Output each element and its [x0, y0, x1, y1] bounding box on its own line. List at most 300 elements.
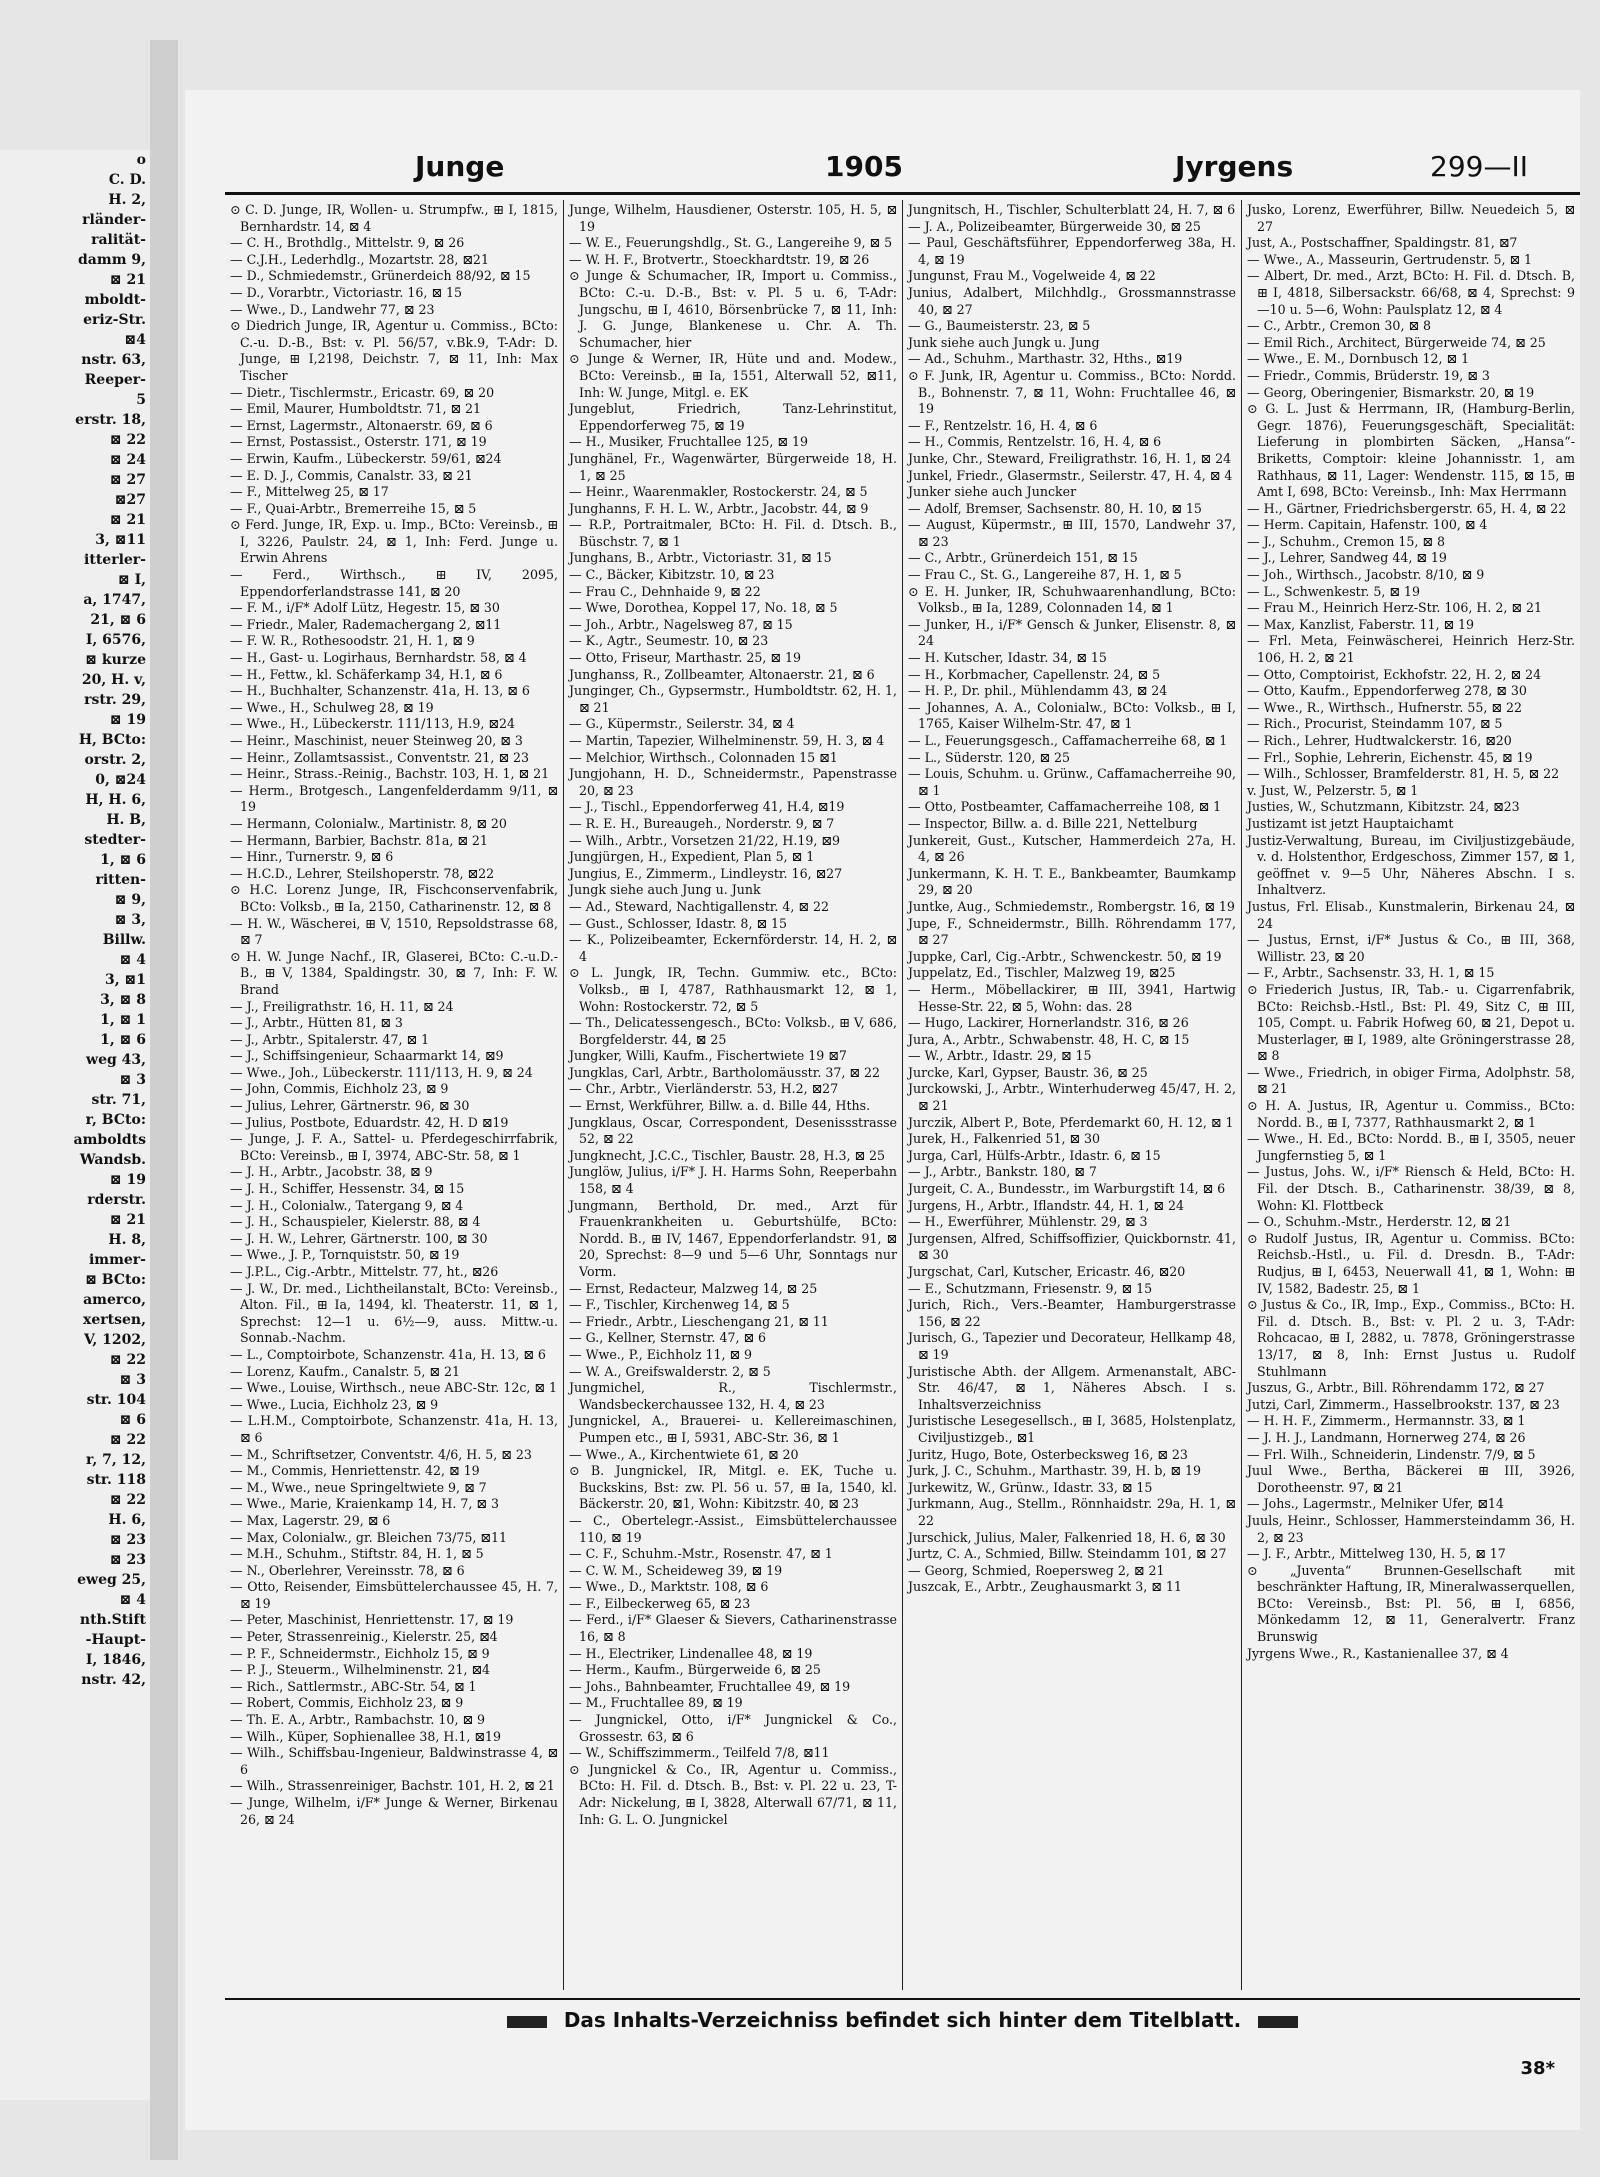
directory-entry: — Justus, Johs. W., i/F* Riensch & Held, BCto: H. Fil. der Dtsch. B., Catharinenstr. 38/39, ⊠ 8, Wohn: Kl. Flottbeck: [1247, 1164, 1575, 1213]
directory-entry: — L., Comptoirbote, Schanzenstr. 41a, H. 13, ⊠ 6: [230, 1346, 546, 1362]
directory-entry: — K., Agtr., Seumestr. 10, ⊠ 23: [569, 633, 769, 649]
directory-entry: — Heinr., Waarenmakler, Rostockerstr. 24, ⊠ 5: [569, 484, 868, 500]
left-page-text-fragment: I, 1846,: [85, 1652, 146, 1668]
directory-entry: — Melchior, Wirthsch., Colonnaden 15 ⊠1: [569, 749, 838, 765]
directory-entry: Juristische Abth. der Allgem. Armenanstalt, ABC-Str. 46/47, ⊠ 1, Näheres Absch. I s. Inhaltsverzeichniss: [908, 1363, 1236, 1412]
directory-entry: — Max, Kanzlist, Faberstr. 11, ⊠ 19: [1247, 616, 1475, 632]
left-page-text-fragment: Wandsb.: [79, 1152, 146, 1168]
directory-entry: — L., Schwenkestr. 5, ⊠ 19: [1247, 583, 1420, 599]
directory-entry: — Herm., Brotgesch., Langenfelderdamm 9/11, ⊠ 19: [230, 782, 558, 815]
directory-entry: Jungknecht, J.C.C., Tischler, Baustr. 28, H.3, ⊠ 25: [569, 1147, 886, 1163]
directory-entry: Jurcke, Karl, Gypser, Baustr. 36, ⊠ 25: [908, 1064, 1148, 1080]
directory-entry: Justizamt ist jetzt Hauptaichamt: [1247, 815, 1454, 831]
left-page-text-fragment: ⊠ 23: [109, 1552, 146, 1568]
directory-entry: — F., Arbtr., Sachsenstr. 33, H. 1, ⊠ 15: [1247, 965, 1495, 981]
left-page-text-fragment: ⊠ BCto:: [85, 1272, 146, 1288]
left-page-text-fragment: ⊠ 27: [109, 472, 146, 488]
directory-entry: — F., Rentzelstr. 16, H. 4, ⊠ 6: [908, 417, 1098, 433]
left-page-text-fragment: nstr. 63,: [81, 352, 146, 368]
directory-entry: — J. H., Colonialw., Tatergang 9, ⊠ 4: [230, 1197, 464, 1213]
directory-entry: — Otto, Kaufm., Eppendorferweg 278, ⊠ 30: [1247, 683, 1527, 699]
header-year: 1905: [825, 150, 903, 183]
left-page-text-fragment: ⊠ 22: [109, 1352, 146, 1368]
left-page-text-fragment: rstr. 29,: [84, 692, 146, 708]
directory-entry: — G., Baumeisterstr. 23, ⊠ 5: [908, 318, 1091, 334]
directory-entry: — Lorenz, Kaufm., Canalstr. 5, ⊠ 21: [230, 1363, 460, 1379]
directory-entry: — F. W. R., Rothesoodstr. 21, H. 1, ⊠ 9: [230, 633, 475, 649]
directory-entry: — Herm. Capitain, Hafenstr. 100, ⊠ 4: [1247, 517, 1488, 533]
footer-note-row: [225, 2008, 1580, 2032]
column-2: [564, 200, 903, 1990]
left-page-text-fragment: Billw.: [102, 932, 146, 948]
directory-entry: — J., Arbtr., Hütten 81, ⊠ 3: [230, 1015, 403, 1031]
directory-entry: v. Just, W., Pelzerstr. 5, ⊠ 1: [1247, 782, 1419, 798]
directory-entry: — Georg, Oberingenier, Bismarkstr. 20, ⊠ 19: [1247, 384, 1535, 400]
directory-entry: — H., Electriker, Lindenallee 48, ⊠ 19: [569, 1645, 813, 1661]
left-page-text-fragment: 1, ⊠ 1: [100, 1012, 146, 1028]
directory-entry: — Peter, Strassenreinig., Kielerstr. 25, ⊠4: [230, 1629, 498, 1645]
directory-entry: ⊙ Junge & Werner, IR, Hüte und and. Modew., BCto: Vereinsb., ⊞ Ia, 1551, Alterwall 52, ⊠11, Inh: W. Junge, Mitgl. e. EK: [569, 351, 897, 400]
directory-entry: Jungnitsch, H., Tischler, Schulterblatt 24, H. 7, ⊠ 6: [908, 202, 1236, 217]
left-page-text-fragment: r, BCto:: [85, 1112, 146, 1128]
directory-entry: — Herm., Kaufm., Bürgerweide 6, ⊠ 25: [569, 1662, 821, 1678]
left-page-text-fragment: amerco,: [83, 1292, 146, 1308]
directory-entry: — Ferd., i/F* Glaeser & Sievers, Catharinenstrasse 16, ⊠ 8: [569, 1612, 897, 1645]
directory-entry: Jurgensen, Alfred, Schiffsoffizier, Quickbornstr. 41, ⊠ 30: [908, 1230, 1236, 1263]
directory-entry: Jurckowski, J., Arbtr., Winterhuderweg 45/47, H. 2, ⊠ 21: [908, 1081, 1236, 1114]
directory-entry: — M., Fruchtallee 89, ⊠ 19: [569, 1695, 743, 1711]
directory-entry: — Wwe., P., Eichholz 11, ⊠ 9: [569, 1346, 753, 1362]
directory-entry: — C. H., Brothdlg., Mittelstr. 9, ⊠ 26: [230, 235, 465, 251]
directory-entry: ⊙ Rudolf Justus, IR, Agentur u. Commiss. BCto: Reichsb.-Hstl., u. Fil. d. Dresdn. B., T-Adr: Rudjus, ⊞ I, 6453, Neuerwall 41, ⊠ 1, Wohn: ⊞ IV, 1582, Badestr. 25, ⊠ 1: [1247, 1230, 1575, 1296]
directory-entry: Jusko, Lorenz, Ewerführer, Billw. Neuedeich 5, ⊠ 27: [1247, 202, 1575, 234]
directory-entry: — Joh., Arbtr., Nagelsweg 87, ⊠ 15: [569, 616, 793, 632]
left-page-text-fragment: damm 9,: [78, 252, 146, 268]
directory-entry: — J.P.L., Cig.-Arbtr., Mittelstr. 77, ht., ⊠26: [230, 1264, 499, 1279]
directory-entry: Juszus, G., Arbtr., Bill. Röhrendamm 172, ⊠ 27: [1247, 1380, 1545, 1396]
directory-entry: Juritz, Hugo, Bote, Osterbecksweg 16, ⊠ 23: [908, 1446, 1188, 1462]
directory-entry: Jungeblut, Friedrich, Tanz-Lehrinstitut, Eppendorferweg 75, ⊠ 19: [569, 401, 897, 433]
left-page-text-fragment: H. 2,: [108, 192, 146, 208]
left-page-text-fragment: ⊠ kurze: [85, 652, 146, 668]
directory-entry: Juuls, Heinr., Schlosser, Hammersteindamm 36, H. 2, ⊠ 23: [1247, 1512, 1575, 1545]
directory-entry: — C. F., Schuhm.-Mstr., Rosenstr. 47, ⊠ 1: [569, 1546, 833, 1562]
directory-entry: — R. E. H., Bureaugeh., Norderstr. 9, ⊠ 7: [569, 815, 835, 831]
column-4: [1242, 200, 1580, 1990]
directory-entry: ⊙ F. Junk, IR, Agentur u. Commiss., BCto: Nordd. B., Bohnenstr. 7, ⊠ 11, Wohn: Fruchtallee 46, ⊠ 19: [908, 367, 1236, 417]
directory-entry: — O., Schuhm.-Mstr., Herderstr. 12, ⊠ 21: [1247, 1214, 1512, 1230]
directory-entry: ⊙ Jungnickel & Co., IR, Agentur u. Commiss., BCto: H. Fil. d. Dtsch. B., Bst: v. Pl. 22 u. 23, T-Adr: Nickelung, ⊞ I, 3828, Alterwall 67/71, ⊠ 11, Inh: G. L. O. Jungnickel: [569, 1761, 897, 1827]
directory-entry: Jurtz, C. A., Schmied, Billw. Steindamm 101, ⊠ 27: [908, 1546, 1227, 1562]
directory-entry: — Th. E. A., Arbtr., Rambachstr. 10, ⊠ 9: [230, 1712, 486, 1728]
directory-entry: Junglöw, Julius, i/F* J. H. Harms Sohn, Reeperbahn 158, ⊠ 4: [569, 1164, 897, 1197]
directory-entry: ⊙ Justus & Co., IR, Imp., Exp., Commiss., BCto: H. Fil. d. Dtsch. B., Bst: v. Pl. 2 u. 3, T-Adr: Rohcacao, ⊞ I, 2882, u. 7878, Gröningerstrasse 13/17, ⊠ 8, Inh: Ernst Justus u. Rudolf Stuhlmann: [1247, 1297, 1575, 1379]
pointing-hand-icon: [507, 2016, 547, 2028]
directory-entry: — Hermann, Barbier, Bachstr. 81a, ⊠ 21: [230, 832, 488, 848]
directory-entry: ⊙ E. H. Junker, IR, Schuhwaarenhandlung, BCto: Volksb., ⊞ Ia, 1289, Colonnaden 14, ⊠ 1: [908, 583, 1236, 616]
left-page-text-fragment: 5: [136, 392, 146, 408]
directory-entry: — Wilh., Strassenreiniger, Bachstr. 101, H. 2, ⊠ 21: [230, 1778, 555, 1794]
left-page-text-fragment: ⊠ 22: [109, 1432, 146, 1448]
left-page-text-fragment: nstr. 42,: [81, 1672, 146, 1688]
directory-entry: ⊙ H.C. Lorenz Junge, IR, Fischconservenfabrik, BCto: Volksb., ⊞ Ia, 2150, Catharinenstr. 12, ⊠ 8: [230, 882, 558, 914]
directory-entry: — Wilh., Arbtr., Vorsetzen 21/22, H.19, ⊠9: [569, 832, 840, 848]
directory-entry: — Robert, Commis, Eichholz 23, ⊠ 9: [230, 1695, 464, 1711]
directory-entry: — Frl., Sophie, Lehrerin, Eichenstr. 45, ⊠ 19: [1247, 749, 1533, 765]
directory-entry: — Otto, Postbeamter, Caffamacherreihe 108, ⊠ 1: [908, 799, 1222, 815]
directory-entry: — Wwe., Friedrich, in obiger Firma, Adolphstr. 58, ⊠ 21: [1247, 1064, 1575, 1097]
directory-entry: ⊙ Junge & Schumacher, IR, Import u. Commiss., BCto: C.-u. D.-B., Bst: v. Pl. 5 u. 6, T-Adr: Jungschu, ⊞ I, 4610, Börsenbrücke 7, ⊠ 11, Inh: J. G. Junge, Blankenese u. Chr. A. Th. Schumacher, hier: [569, 268, 897, 350]
directory-entry: — M.H., Schuhm., Stiftstr. 84, H. 1, ⊠ 5: [230, 1546, 484, 1562]
directory-entry: — R.P., Portraitmaler, BCto: H. Fil. d. Dtsch. B., Büschstr. 7, ⊠ 1: [569, 517, 897, 549]
directory-entry: Jura, A., Arbtr., Schwabenstr. 48, H. C, ⊠ 15: [908, 1031, 1190, 1047]
directory-entry: Jungker, Willi, Kaufm., Fischertwiete 19 ⊠7: [569, 1048, 847, 1064]
directory-entry: — E. D. J., Commis, Canalstr. 33, ⊠ 21: [230, 467, 473, 483]
left-page-text-fragment: rderstr.: [87, 1192, 146, 1208]
directory-entry: — Chr., Arbtr., Vierländerstr. 53, H.2, ⊠27: [569, 1081, 839, 1097]
left-page-text-fragment: str. 104: [86, 1392, 146, 1408]
left-page-text-fragment: stedter-: [84, 832, 146, 848]
directory-entry: — Ernst, Postassist., Osterstr. 171, ⊠ 19: [230, 434, 487, 450]
directory-entry: — Julius, Lehrer, Gärtnerstr. 96, ⊠ 30: [230, 1098, 470, 1114]
left-page-text-fragment: rländer-: [82, 212, 146, 228]
directory-entry: — W. A., Greifswalderstr. 2, ⊠ 5: [569, 1363, 771, 1379]
directory-entry: ⊙ G. L. Just & Herrmann, IR, (Hamburg-Berlin, Gegr. 1876), Feuerungsgeschäft, Specialität: Lieferung in plombirten Säcken, „Hansa“-Briketts, Comptoir: kleine Johannisstr. 1, am Rathhaus, ⊠ 11, Lager: Wendenstr. 115, ⊠ 15, ⊞ Amt I, 698, BCto: Vereinsb., Inh: Max Herrmann: [1247, 401, 1575, 500]
directory-entry: — Inspector, Billw. a. d. Bille 221, Nettelburg: [908, 815, 1198, 831]
directory-entry: — H., Musiker, Fruchtallee 125, ⊠ 19: [569, 434, 809, 450]
left-page-text-fragment: erstr. 18,: [75, 412, 146, 428]
directory-entry: — J., Arbtr., Spitalerstr. 47, ⊠ 1: [230, 1031, 430, 1047]
directory-entry: Jurkewitz, W., Grünw., Idastr. 33, ⊠ 15: [908, 1479, 1153, 1495]
left-page-text-fragment: immer-: [88, 1252, 146, 1268]
directory-entry: — W., Arbtr., Idastr. 29, ⊠ 15: [908, 1048, 1092, 1064]
directory-entry: Jurgschat, Carl, Kutscher, Ericastr. 46, ⊠20: [908, 1264, 1186, 1279]
directory-entry: Jungmichel, R., Tischlermstr., Wandsbeckerchaussee 132, H. 4, ⊠ 23: [569, 1380, 897, 1412]
left-page-text-fragment: ⊠ 4: [119, 1592, 146, 1608]
directory-entry: Jurga, Carl, Hülfs-Arbtr., Idastr. 6, ⊠ 15: [908, 1147, 1161, 1163]
column-1: [225, 200, 564, 1990]
directory-entry: — C., Arbtr., Grünerdeich 151, ⊠ 15: [908, 550, 1138, 566]
footer-note: Das Inhalts-Verzeichniss befindet sich hinter dem Titelblatt.: [563, 2008, 1242, 2032]
directory-entry: — Jungnickel, Otto, i/F* Jungnickel & Co., Grossestr. 63, ⊠ 6: [569, 1712, 897, 1744]
directory-entry: — L.H.M., Comptoirbote, Schanzenstr. 41a, H. 13, ⊠ 6: [230, 1413, 558, 1445]
directory-entry: — August, Küpermstr., ⊞ III, 1570, Landwehr 37, ⊠ 23: [908, 517, 1236, 549]
directory-entry: Junginger, Ch., Gypsermstr., Humboldtstr. 62, H. 1, ⊠ 21: [569, 683, 897, 715]
directory-entry: — Wilh., Schlosser, Bramfelderstr. 81, H. 5, ⊠ 22: [1247, 766, 1560, 782]
directory-entry: Jungunst, Frau M., Vogelweide 4, ⊠ 22: [908, 268, 1156, 284]
left-page-text-fragment: H. 8,: [108, 1232, 146, 1248]
directory-entry: — Max, Colonialw., gr. Bleichen 73/75, ⊠11: [230, 1529, 507, 1545]
directory-entry: — Wwe., Louise, Wirthsch., neue ABC-Str. 12c, ⊠ 1: [230, 1380, 557, 1396]
left-page-text-fragment: ⊠ I,: [117, 572, 146, 588]
pointing-hand-icon: [1258, 2016, 1298, 2028]
directory-entry: — C.J.H., Lederhdlg., Mozartstr. 28, ⊠21: [230, 251, 489, 267]
directory-entry: Justus, Frl. Elisab., Kunstmalerin, Birkenau 24, ⊠ 24: [1247, 898, 1575, 931]
directory-entry: Jungnickel, A., Brauerei- u. Kellereimaschinen, Pumpen etc., ⊞ I, 5931, ABC-Str. 36, ⊠ 1: [569, 1413, 897, 1445]
directory-entry: Jurczik, Albert P., Bote, Pferdemarkt 60, H. 12, ⊠ 1: [908, 1114, 1234, 1130]
directory-entry: Jurgens, H., Arbtr., Iflandstr. 44, H. 1, ⊠ 24: [908, 1197, 1184, 1213]
directory-entry: Jungklaus, Oscar, Correspondent, Desenissstrasse 52, ⊠ 22: [569, 1114, 897, 1147]
left-page-text-fragment: C. D.: [108, 172, 146, 188]
directory-entry: — Herm., Möbellackirer, ⊞ III, 3941, Hartwig Hesse-Str. 22, ⊠ 5, Wohn: das. 28: [908, 981, 1236, 1014]
left-page-text-fragment: ralität-: [91, 232, 146, 248]
directory-entry: — E., Schutzmann, Friesenstr. 9, ⊠ 15: [908, 1280, 1153, 1296]
directory-entry: Jyrgens Wwe., R., Kastanienallee 37, ⊠ 4: [1247, 1645, 1509, 1661]
left-page-text-fragment: 3, ⊠11: [95, 532, 146, 548]
directory-entry: — P. J., Steuerm., Wilhelminenstr. 21, ⊠4: [230, 1662, 491, 1678]
left-page-text-fragment: ⊠ 3,: [114, 912, 146, 928]
directory-entry: — M., Schriftsetzer, Conventstr. 4/6, H. 5, ⊠ 23: [230, 1446, 532, 1462]
left-page-text-fragment: -Haupt-: [85, 1632, 146, 1648]
footer-rule: [225, 1998, 1580, 2000]
directory-entry: — G., Kellner, Sternstr. 47, ⊠ 6: [569, 1330, 767, 1346]
directory-entry: — H., Buchhalter, Schanzenstr. 41a, H. 13, ⊠ 6: [230, 683, 530, 699]
directory-entry: — Wwe., A., Kirchentwiete 61, ⊠ 20: [569, 1446, 799, 1462]
directory-entry: — Louis, Schuhm. u. Grünw., Caffamacherreihe 90, ⊠ 1: [908, 766, 1236, 798]
directory-entry: — C., Bäcker, Kibitzstr. 10, ⊠ 23: [569, 567, 775, 583]
left-page-text-fragment: ⊠ 21: [109, 272, 146, 288]
header-first-name: Junge: [415, 150, 505, 183]
directory-entry: — Paul, Geschäftsführer, Eppendorferweg 38a, H. 4, ⊠ 19: [908, 235, 1236, 267]
directory-entry: ⊙ H. W. Junge Nachf., IR, Glaserei, BCto: C.-u.D.-B., ⊞ V, 1384, Spaldingstr. 30, ⊠ 7, Inh: F. W. Brand: [230, 948, 558, 997]
directory-entry: — P. F., Schneidermstr., Eichholz 15, ⊠ 9: [230, 1645, 490, 1661]
directory-entry: Justies, W., Schutzmann, Kibitzstr. 24, ⊠23: [1247, 799, 1520, 815]
directory-entry: — Hermann, Colonialw., Martinistr. 8, ⊠ 20: [230, 815, 507, 831]
left-page-text-fragment: ⊠ 3: [119, 1372, 146, 1388]
directory-entry: — Wwe., D., Marktstr. 108, ⊠ 6: [569, 1579, 769, 1595]
directory-entry: Jungjohann, H. D., Schneidermstr., Papenstrasse 20, ⊠ 23: [569, 766, 897, 798]
directory-entry: — Th., Delicatessengesch., BCto: Volksb., ⊞ V, 686, Borgfelderstr. 44, ⊠ 25: [569, 1015, 897, 1047]
directory-entry: — G., Küpermstr., Seilerstr. 34, ⊠ 4: [569, 716, 795, 732]
directory-entry: — Frau C., Dehnhaide 9, ⊠ 22: [569, 583, 761, 599]
directory-entry: ⊙ „Juventa“ Brunnen-Gesellschaft mit beschränkter Haftung, IR, Mineralwasserquellen, BCto: Vereinsb., Bst: Pl. 56, ⊞ I, 6856, Mönkedamm 12, ⊠ 11, Generalvertr. Franz Brunswig: [1247, 1562, 1575, 1645]
directory-entry: Jurk, J. C., Schuhm., Marthastr. 39, H. b, ⊠ 19: [908, 1463, 1201, 1479]
directory-entry: — Otto, Reisender, Eimsbüttelerchaussee 45, H. 7, ⊠ 19: [230, 1579, 558, 1611]
directory-entry: Junghanns, F. H. L. W., Arbtr., Jacobstr. 44, ⊠ 9: [569, 500, 869, 516]
directory-entry: — J. W., Dr. med., Lichtheilanstalt, BCto: Vereinsb., Alton. Fil., ⊞ Ia, 1494, kl. Theaterstr. 11, ⊠ 1, Sprechst: 12—1 u. 6½—9, auss. Mittw.-u. Sonnab.-Nachm.: [230, 1280, 558, 1346]
left-page-text-fragment: H. B,: [106, 812, 146, 828]
directory-entry: — J., Freiligrathstr. 16, H. 11, ⊠ 24: [230, 998, 454, 1014]
left-page-text-fragment: 0, ⊠24: [95, 772, 146, 788]
left-page-text-fragment: weg 43,: [86, 1052, 146, 1068]
directory-entry: Jungjürgen, H., Expedient, Plan 5, ⊠ 1: [569, 849, 815, 865]
left-page-text-fragment: ⊠ 3: [119, 1072, 146, 1088]
sheet-number: 38*: [1520, 2058, 1555, 2079]
directory-entry: — J., Lehrer, Sandweg 44, ⊠ 19: [1247, 550, 1447, 566]
left-page-text-fragment: a, 1747,: [83, 592, 146, 608]
directory-entry: ⊙ C. D. Junge, IR, Wollen- u. Strumpfw., ⊞ I, 1815, Bernhardstr. 14, ⊠ 4: [230, 202, 558, 234]
left-page-text-fragment: 21, ⊠ 6: [90, 612, 146, 628]
directory-entry: — Ad., Steward, Nachtigallenstr. 4, ⊠ 22: [569, 898, 830, 914]
directory-entry: — Ernst, Werkführer, Billw. a. d. Bille 44, Hths.: [569, 1098, 871, 1114]
directory-entry: — Johs., Bahnbeamter, Fruchtallee 49, ⊠ 19: [569, 1678, 851, 1694]
directory-page: [185, 90, 1580, 2130]
directory-entry: Jurschick, Julius, Maler, Falkenried 18, H. 6, ⊠ 30: [908, 1529, 1226, 1545]
directory-entry: Junghanss, R., Zollbeamter, Altonaerstr. 21, ⊠ 6: [569, 666, 875, 682]
directory-entry: — F., Quai-Arbtr., Bremerreihe 15, ⊠ 5: [230, 500, 477, 516]
directory-entry: — J. H., Schiffer, Hessenstr. 34, ⊠ 15: [230, 1181, 465, 1197]
left-page-text-fragment: str. 118: [86, 1472, 146, 1488]
directory-entry: — Wwe., R., Wirthsch., Hufnerstr. 55, ⊠ 22: [1247, 699, 1522, 715]
directory-entry: Jurkmann, Aug., Stellm., Rönnhaidstr. 29a, H. 1, ⊠ 22: [908, 1496, 1236, 1528]
left-page-text-fragment: amboldts: [73, 1132, 146, 1148]
directory-entry: — Friedr., Arbtr., Lieschengang 21, ⊠ 11: [569, 1313, 829, 1329]
directory-entry: Jupe, F., Schneidermstr., Billh. Röhrendamm 177, ⊠ 27: [908, 915, 1236, 948]
directory-entry: Just, A., Postschaffner, Spaldingstr. 81, ⊠7: [1247, 235, 1518, 251]
directory-entry: Juristische Lesegesellsch., ⊞ I, 3685, Holstenplatz, Civiljustizgeb., ⊠1: [908, 1413, 1236, 1445]
directory-entry: — H., Gast- u. Logirhaus, Bernhardstr. 58, ⊠ 4: [230, 650, 527, 666]
directory-entry: Jungk siehe auch Jung u. Junk: [569, 882, 761, 898]
directory-entry: — Ad., Schuhm., Marthastr. 32, Hths., ⊠19: [908, 351, 1183, 367]
left-page-text-fragment: 3, ⊠1: [105, 972, 146, 988]
book-gutter: [150, 40, 178, 2160]
directory-entry: — Otto, Friseur, Marthastr. 25, ⊠ 19: [569, 650, 801, 666]
directory-entry: — H. Kutscher, Idastr. 34, ⊠ 15: [908, 650, 1107, 666]
left-page-text-fragment: H, H. 6,: [85, 792, 146, 808]
directory-entry: ⊙ B. Jungnickel, IR, Mitgl. e. EK, Tuche u. Buckskins, Bst: zw. Pl. 56 u. 57, ⊞ Ia, 1540, kl. Bäckerstr. 20, ⊠1, Wohn: Kibitzstr. 40, ⊠ 23: [569, 1463, 897, 1512]
column-3: [903, 200, 1242, 1990]
directory-entry: — Rich., Lehrer, Hudtwalckerstr. 16, ⊠20: [1247, 733, 1512, 748]
directory-entry: — Junge, J. F. A., Sattel- u. Pferdegeschirrfabrik, BCto: Vereinsb., ⊞ I, 3974, ABC-Str. 58, ⊠ 1: [230, 1131, 558, 1163]
directory-entry: Jungius, E., Zimmerm., Lindleystr. 16, ⊠27: [569, 865, 843, 881]
directory-entry: ⊙ Diedrich Junge, IR, Agentur u. Commiss., BCto: C.-u. D.-B., Bst: v. Pl. 56/57, v.Bk.9, T-Adr: D. Junge, ⊞ I,2198, Deichstr. 7, ⊠ 11, Inh: Max Tischer: [230, 318, 558, 383]
left-page-text-fragment: V, 1202,: [83, 1332, 146, 1348]
directory-entry: — Heinr., Strass.-Reinig., Bachstr. 103, H. 1, ⊠ 21: [230, 766, 550, 782]
directory-entry: Jurisch, G., Tapezier und Decorateur, Hellkamp 48, ⊠ 19: [908, 1330, 1236, 1362]
left-page-text-fragment: nth.Stift: [79, 1612, 146, 1628]
left-page-text-fragment: xertsen,: [83, 1312, 146, 1328]
directory-entry: Jurgeit, C. A., Bundesstr., im Warburgstift 14, ⊠ 6: [908, 1181, 1226, 1197]
directory-entry: — Ernst, Lagermstr., Altonaerstr. 69, ⊠ 6: [230, 417, 493, 433]
left-page-text-fragment: mboldt-: [84, 292, 146, 308]
left-page-text-fragment: ⊠ 22: [109, 432, 146, 448]
directory-entry: Junkel, Friedr., Glasermstr., Seilerstr. 47, H. 4, ⊠ 4: [908, 467, 1233, 483]
directory-entry: — Justus, Ernst, i/F* Justus & Co., ⊞ III, 368, Willistr. 23, ⊠ 20: [1247, 932, 1575, 964]
directory-entry: Junk siehe auch Jungk u. Jung: [908, 334, 1100, 350]
header-page-number: 299—II: [1430, 150, 1528, 183]
directory-entry: — Rich., Procurist, Steindamm 107, ⊠ 5: [1247, 716, 1503, 732]
directory-entry: — Julius, Postbote, Eduardstr. 42, H. D ⊠19: [230, 1114, 509, 1130]
directory-entry: — Wwe, Dorothea, Koppel 17, No. 18, ⊠ 5: [569, 600, 838, 616]
directory-entry: — F. M., i/F* Adolf Lütz, Hegestr. 15, ⊠ 30: [230, 600, 500, 616]
directory-entry: — Erwin, Kaufm., Lübeckerstr. 59/61, ⊠24: [230, 450, 502, 466]
directory-entry: — Friedr., Commis, Brüderstr. 19, ⊠ 3: [1247, 367, 1490, 383]
directory-entry: — Rich., Sattlermstr., ABC-Str. 54, ⊠ 1: [230, 1678, 477, 1694]
directory-entry: — Wwe., Lucia, Eichholz 23, ⊠ 9: [230, 1396, 439, 1412]
directory-entry: — K., Polizeibeamter, Eckernförderstr. 14, H. 2, ⊠ 4: [569, 932, 897, 964]
directory-entry: — Wilh., Schiffsbau-Ingenieur, Baldwinstrasse 4, ⊠ 6: [230, 1745, 558, 1777]
directory-entry: — H.C.D., Lehrer, Steilshoperstr. 78, ⊠22: [230, 865, 495, 881]
directory-entry: Junghänel, Fr., Wagenwärter, Bürgerweide 18, H. 1, ⊠ 25: [569, 450, 897, 483]
directory-entry: — L., Feuerungsgesch., Caffamacherreihe 68, ⊠ 1: [908, 733, 1228, 748]
directory-entry: — Wwe., H. Ed., BCto: Nordd. B., ⊞ I, 3505, neuer Jungfernstieg 5, ⊠ 1: [1247, 1131, 1575, 1163]
left-page-text-fragment: eweg 25,: [77, 1572, 146, 1588]
directory-entry: ⊙ L. Jungk, IR, Techn. Gummiw. etc., BCto: Volksb., ⊞ I, 4787, Rathhausmarkt 12, ⊠ 1, Wohn: Rostockerstr. 72, ⊠ 5: [569, 965, 897, 1014]
directory-entry: — Wwe., D., Landwehr 77, ⊠ 23: [230, 301, 435, 317]
directory-entry: — Emil Rich., Architect, Bürgerweide 74, ⊠ 25: [1247, 334, 1546, 350]
directory-entry: — C., Arbtr., Cremon 30, ⊠ 8: [1247, 318, 1432, 334]
directory-entry: Jurich, Rich., Vers.-Beamter, Hamburgerstrasse 156, ⊠ 22: [908, 1297, 1236, 1329]
left-page-text-fragment: ⊠ 22: [109, 1492, 146, 1508]
left-page-text-fragment: ⊠ 24: [109, 452, 146, 468]
directory-entry: Jungklas, Carl, Arbtr., Bartholomäusstr. 37, ⊠ 22: [569, 1064, 880, 1080]
directory-entry: — Wwe., Joh., Lübeckerstr. 111/113, H. 9, ⊠ 24: [230, 1064, 533, 1080]
directory-entry: — Ferd., Wirthsch., ⊞ IV, 2095, Eppendorferlandstrasse 141, ⊠ 20: [230, 567, 558, 599]
left-page-text-fragment: itterler-: [84, 552, 146, 568]
directory-entry: — W. H. F., Brotvertr., Stoeckhardtstr. 19, ⊠ 26: [569, 251, 870, 267]
left-page-text-fragment: str. 71,: [91, 1092, 146, 1108]
directory-entry: Junkereit, Gust., Kutscher, Hammerdeich 27a, H. 4, ⊠ 26: [908, 832, 1236, 865]
directory-entry: Jurek, H., Falkenried 51, ⊠ 30: [908, 1131, 1101, 1147]
directory-entry: — Albert, Dr. med., Arzt, BCto: H. Fil. d. Dtsch. B, ⊞ I, 4818, Silbersackstr. 66/68, ⊠ 4, Sprechst: 9—10 u. 5—6, Wohn: Paulsplatz 12, ⊠ 4: [1247, 268, 1575, 317]
directory-entry: — J. F., Arbtr., Mittelweg 130, H. 5, ⊠ 17: [1247, 1546, 1506, 1562]
left-page-text-fragment: ⊠ 21: [109, 512, 146, 528]
left-page-text-fragment: H, BCto:: [78, 732, 146, 748]
directory-entry: — Joh., Wirthsch., Jacobstr. 8/10, ⊠ 9: [1247, 567, 1485, 583]
left-page-text-fragment: 20, H. v,: [81, 672, 146, 688]
directory-entry: — Frl. Meta, Feinwäscherei, Heinrich Herz-Str. 106, H. 2, ⊠ 21: [1247, 633, 1575, 666]
directory-entry: — J., Schiffsingenieur, Schaarmarkt 14, ⊠9: [230, 1048, 504, 1064]
directory-entry: Juppke, Carl, Cig.-Arbtr., Schwenckestr. 50, ⊠ 19: [908, 948, 1222, 964]
directory-entry: — J., Arbtr., Bankstr. 180, ⊠ 7: [908, 1164, 1097, 1180]
directory-entry: — Otto, Comptoirist, Eckhofstr. 22, H. 2, ⊠ 24: [1247, 666, 1542, 682]
directory-entry: — F., Eilbeckerweg 65, ⊠ 23: [569, 1595, 751, 1611]
directory-entry: — Wilh., Küper, Sophienallee 38, H.1, ⊠19: [230, 1728, 501, 1744]
directory-entry: — Ernst, Redacteur, Malzweg 14, ⊠ 25: [569, 1280, 818, 1296]
directory-entry: — Junge, Wilhelm, i/F* Junge & Werner, Birkenau 26, ⊠ 24: [230, 1795, 558, 1827]
directory-entry: Junghans, B., Arbtr., Victoriastr. 31, ⊠ 15: [569, 550, 832, 566]
directory-entry: — C., Obertelegr.-Assist., Eimsbüttelerchaussee 110, ⊠ 19: [569, 1512, 897, 1545]
directory-entry: Juppelatz, Ed., Tischler, Malzweg 19, ⊠25: [908, 965, 1176, 981]
directory-entry: — Hugo, Lackirer, Hornerlandstr. 316, ⊠ 26: [908, 1015, 1189, 1031]
directory-entry: — W. E., Feuerungshdlg., St. G., Langereihe 9, ⊠ 5: [569, 235, 893, 251]
left-page-text-fragment: o: [136, 152, 146, 168]
directory-entry: — J. H. J., Landmann, Hornerweg 274, ⊠ 26: [1247, 1429, 1526, 1445]
directory-entry: — Frau C., St. G., Langereihe 87, H. 1, ⊠ 5: [908, 567, 1182, 583]
left-page-text-fragment: ⊠ 21: [109, 1212, 146, 1228]
directory-entry: — Wwe., H., Lübeckerstr. 111/113, H.9, ⊠24: [230, 716, 515, 732]
directory-entry: — J. A., Polizeibeamter, Bürgerweide 30, ⊠ 25: [908, 218, 1201, 234]
directory-entry: Junius, Adalbert, Milchhdlg., Grossmannstrasse 40, ⊠ 27: [908, 284, 1236, 317]
directory-entry: — J., Tischl., Eppendorferweg 41, H.4, ⊠19: [569, 799, 845, 815]
directory-entry: — Wwe., H., Schulweg 28, ⊠ 19: [230, 699, 434, 715]
directory-entry: — H., Gärtner, Friedrichsbergerstr. 65, H. 4, ⊠ 22: [1247, 500, 1567, 516]
directory-entry: — D., Schmiedemstr., Grünerdeich 88/92, ⊠ 15: [230, 268, 531, 284]
directory-entry: Juntke, Aug., Schmiedemstr., Rombergstr. 16, ⊠ 19: [908, 898, 1235, 914]
header-rule: [225, 192, 1580, 195]
directory-entry: — M., Commis, Henriettenstr. 42, ⊠ 19: [230, 1463, 480, 1479]
directory-entry: — H., Commis, Rentzelstr. 16, H. 4, ⊠ 6: [908, 434, 1162, 450]
directory-entry: — N., Oberlehrer, Vereinsstr. 78, ⊠ 6: [230, 1562, 465, 1578]
directory-entry: — Dietr., Tischlermstr., Ericastr. 69, ⊠ 20: [230, 384, 495, 400]
directory-entry: — H., Ewerführer, Mühlenstr. 29, ⊠ 3: [908, 1214, 1148, 1230]
left-page-text-fragment: ⊠ 19: [109, 1172, 146, 1188]
directory-entry: Juszcak, E., Arbtr., Zeughausmarkt 3, ⊠ 11: [908, 1579, 1182, 1595]
directory-entry: — Hinr., Turnerstr. 9, ⊠ 6: [230, 849, 394, 865]
directory-entry: — F., Mittelweg 25, ⊠ 17: [230, 484, 389, 500]
left-page-text-fragment: ⊠ 9,: [114, 892, 146, 908]
left-page-text-fragment: Reeper-: [84, 372, 146, 388]
directory-entry: — Wwe., E. M., Dornbusch 12, ⊠ 1: [1247, 351, 1470, 367]
directory-entry: — W., Schiffszimmerm., Teilfeld 7/8, ⊠11: [569, 1745, 830, 1761]
left-page-text-fragment: eriz-Str.: [83, 312, 146, 328]
left-page-text-fragment: ⊠27: [114, 492, 146, 508]
directory-entry: ⊙ Friederich Justus, IR, Tab.- u. Cigarrenfabrik, BCto: Reichsb.-Hstl., Bst: Pl. 49, Sitz C, ⊞ III, 105, Compt. u. Fabrik Hofweg 60, ⊠ 21, Depot u. Musterlager, ⊞ I, 1989, alte Gröningerstrasse 28, ⊠ 8: [1247, 981, 1575, 1064]
left-page-text-fragment: 1, ⊠ 6: [100, 852, 146, 868]
left-page-text-fragment: orstr. 2,: [84, 752, 146, 768]
directory-entry: ⊙ Ferd. Junge, IR, Exp. u. Imp., BCto: Vereinsb., ⊞ I, 3226, Paulstr. 24, ⊠ 1, Inh: Ferd. Junge u. Erwin Ahrens: [230, 517, 558, 566]
directory-entry: — J. H., Schauspieler, Kielerstr. 88, ⊠ 4: [230, 1214, 481, 1230]
